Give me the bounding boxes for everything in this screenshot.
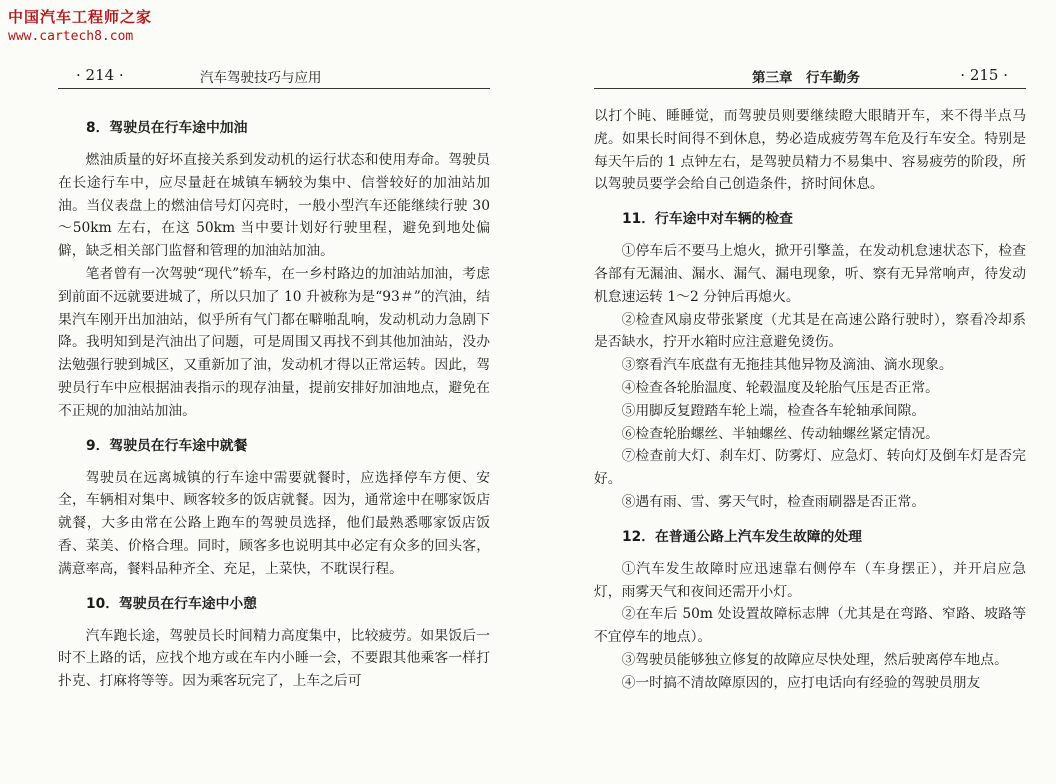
fault-item-4: ④一时搞不清故障原因的，应打电话向有经验的驾驶员朋友 — [621, 674, 981, 691]
fault-item-2: ②在车后 50m 处设置故障标志牌（尤其是在弯路、窄路、坡路等不宜停车的地点）。 — [594, 606, 1026, 646]
watermark-title: 中国汽车工程师之家 — [8, 8, 153, 26]
check-item-1: ①停车后不要马上熄火，掀开引擎盖，在发动机怠速状态下，检查各部有无漏油、漏水、漏气、漏电现象，听、察有无异常响声，待发动机怠速运转 1～2 分钟后再熄火。 — [594, 243, 1026, 305]
left-page-header-title: 汽车驾驶技巧与应用 — [200, 70, 322, 86]
right-page-header — [594, 62, 1026, 86]
right-page-header-title: 第三章 行车勤务 — [752, 70, 860, 86]
left-page-content — [58, 117, 490, 693]
right-page-number: · 215 · — [960, 66, 1008, 84]
left-page — [58, 62, 490, 693]
section-heading-9: 9．驾驶员在行车途中就餐 — [86, 437, 248, 454]
check-item-7: ⑦检查前大灯、刹车灯、防雾灯、应急灯、转向灯及倒车灯是否完好。 — [594, 448, 1026, 488]
left-page-header — [58, 62, 490, 86]
watermark-url: www.cartech8.com — [8, 29, 134, 44]
check-item-4: ④检查各轮胎温度、轮毂温度及轮胎气压是否正常。 — [621, 379, 939, 396]
check-item-3: ③察看汽车底盘有无拖挂其他异物及滴油、滴水现象。 — [621, 357, 953, 374]
section-heading-11: 11．行车途中对车辆的检查 — [622, 211, 793, 228]
section-9-paragraph-1: 驾驶员在远离城镇的行车途中需要就餐时，应选择停车方便、安全，车辆相对集中、顾客较多的饭店就餐。因为，通常途中在哪家饭店就餐，大多由常在公路上跑车的驾驶员选择，他们最熟悉哪家饭店饭香、菜美、价格合理。同时，顾客多也说明其中必定有众多的回头客，满意率高，餐料品种齐全、充足，上菜快，不耽误行程。 — [58, 469, 490, 577]
section-heading-8: 8．驾驶员在行车途中加油 — [86, 120, 248, 136]
fault-item-1: ①汽车发生故障时应迅速靠右侧停车（车身摆正），并开启应急灯，雨雾天气和夜间还需开小灯。 — [594, 560, 1026, 600]
right-page-content — [594, 105, 1026, 695]
section-heading-10: 10．驾驶员在行车途中小憩 — [86, 595, 257, 612]
check-item-5: ⑤用脚反复蹬踏车轮上端，检查各车轮轴承间隙。 — [621, 402, 926, 419]
fault-item-3: ③驾驶员能够独立修复的故障应尽快处理，然后驶离停车地点。 — [621, 651, 1008, 668]
check-item-2: ②检查风扇皮带张紧度（尤其是在高速公路行驶时），察看冷却系是否缺水，拧开水箱时应注意避免烫伤。 — [594, 311, 1026, 351]
right-page — [594, 62, 1026, 695]
section-8-paragraph-2: 笔者曾有一次驾驶“现代”轿车，在一乡村路边的加油站加油，考虑到前面不远就要进城了，所以只加了 10 升被称为是“93＃”的汽油，结果汽车刚开出加油站，似乎所有气门都在噼啪乱响，发动机动力急剧下降。我明知到是汽油出了问题，可是周围又再找不到其他加油站，没办法勉强行驶到城区，又重新加了油，发动机才得以正常运转。因此，驾驶员行车中应根据油表指示的现存油量，提前安排好加油地点，避免在不正规的加油站加油。 — [58, 265, 490, 419]
section-8-paragraph-1: 燃油质量的好坏直接关系到发动机的运行状态和使用寿命。驾驶员在长途行车中，应尽量赶在城镇车辆较为集中、信誉较好的加油站加油。当仪表盘上的燃油信号灯闪亮时，一般小型汽车还能继续行驶 30～50km 左右，在这 50km 当中要计划好行驶里程，避免到地处偏僻，缺乏相关部门监督和管理的加油站加油。 — [58, 152, 490, 260]
check-item-8: ⑧遇有雨、雪、雾天气时，检查雨刷器是否正常。 — [621, 493, 926, 510]
section-heading-12: 12．在普通公路上汽车发生故障的处理 — [622, 528, 862, 545]
left-page-number: · 214 · — [76, 66, 124, 84]
section-10-paragraph-1: 汽车跑长途，驾驶员长时间精力高度集中，比较疲劳。如果饭后一时不上路的话，应找个地方或在车内小睡一会，不要跟其他乘客一样打扑克、打麻将等等。因为乘客玩完了，上车之后可 — [58, 627, 490, 690]
watermark — [8, 6, 152, 44]
left-header-rule — [58, 88, 490, 89]
continued-paragraph: 以打个盹、睡睡觉，而驾驶员则要继续瞪大眼睛开车，来不得半点马虎。如果长时间得不到休息，势必造成疲劳驾车危及行车安全。特别是每天午后的 1 点钟左右，是驾驶员精力不易集中、容易疲劳的阶段，所以驾驶员要学会给自己创造条件，挤时间休息。 — [594, 108, 1026, 193]
check-item-6: ⑥检查轮胎螺丝、半轴螺丝、传动轴螺丝紧定情况。 — [621, 425, 939, 442]
right-header-rule — [594, 88, 1026, 89]
